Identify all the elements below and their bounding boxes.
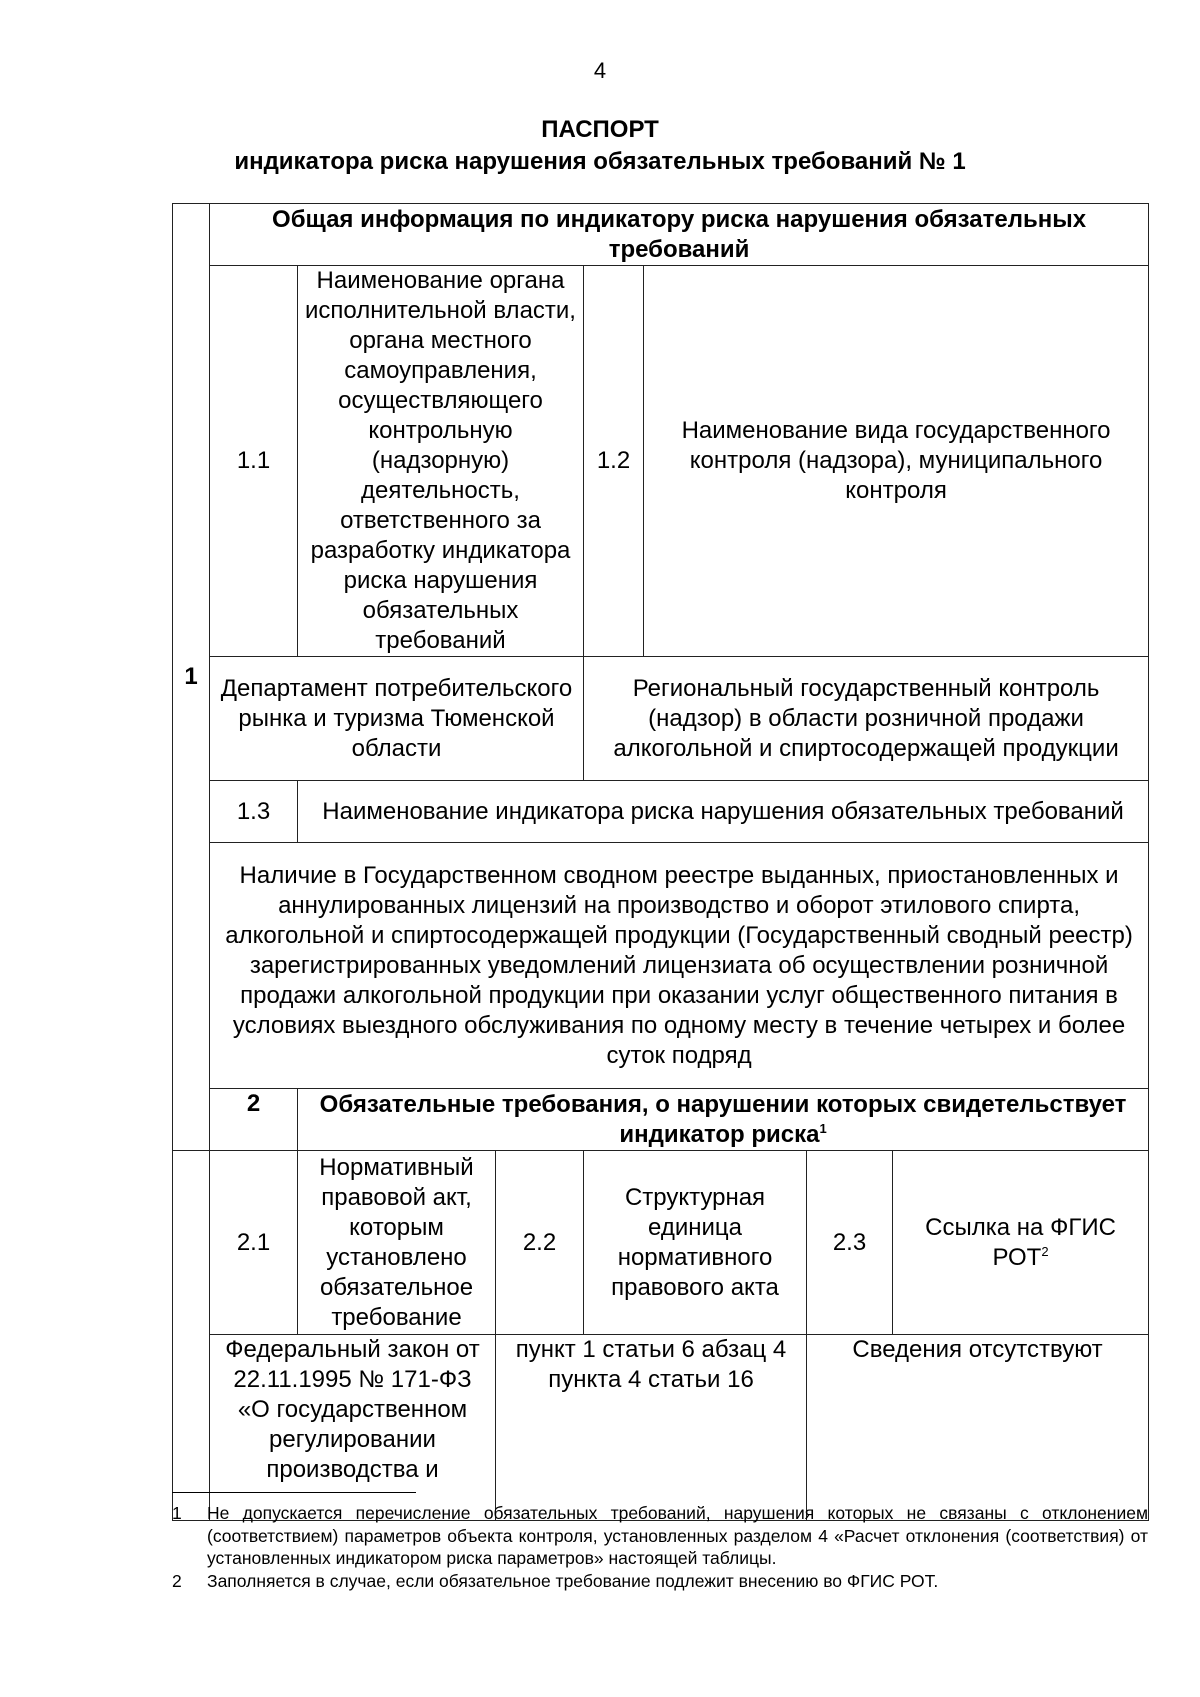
field-2-3-value: Сведения отсутствуют — [807, 1335, 1149, 1521]
footnote-ref-2: 2 — [1041, 1243, 1049, 1259]
footnote-separator — [172, 1492, 416, 1493]
fields-1-1-1-2-value-row — [173, 657, 1149, 781]
field-2-3-number: 2.3 — [807, 1151, 893, 1335]
fields-2-label-row — [173, 1151, 1149, 1335]
section-2-heading-row — [173, 1089, 1149, 1151]
footnote-ref-1: 1 — [819, 1120, 827, 1136]
field-1-3-label: Наименование индикатора риска нарушения обязательных требований — [298, 781, 1149, 843]
field-1-3-value: Наличие в Государственном сводном реестре выданных, приостановленных и аннулированных лицензий на производство и оборот этилового спирта, алкогольной и спиртосодержащей продукции (Государственный сводный реестр) зарегистрированных уведомлений лицензиата об осуществлении розничной продажи алкогольной продукции при оказании услуг общественного питания в условиях выездного обслуживания по одному месту в течение четырех и более суток подряд — [210, 843, 1149, 1089]
field-1-3-value-row — [173, 843, 1149, 1089]
footnote-2-text: Заполняется в случае, если обязательное требование подлежит внесению во ФГИС РОТ. — [207, 1570, 939, 1591]
field-2-3-label — [893, 1151, 1149, 1335]
section-1-heading-row — [173, 204, 1149, 266]
field-1-2-number: 1.2 — [584, 266, 644, 657]
footnote-2 — [172, 1570, 1148, 1593]
field-2-1-value: Федеральный закон от 22.11.1995 № 171-ФЗ «О государственном регулировании производства и — [210, 1335, 496, 1521]
section-1-heading: Общая информация по индикатору риска нарушения обязательных требований — [210, 204, 1149, 266]
field-2-2-number: 2.2 — [496, 1151, 584, 1335]
footnote-1 — [172, 1502, 1148, 1570]
title-line-1: ПАСПОРТ — [541, 116, 659, 143]
field-2-2-value: пункт 1 статьи 6 абзац 4 пункта 4 статьи 16 — [496, 1335, 807, 1521]
section-2-number-cell: 2 — [210, 1089, 298, 1151]
field-1-1-number: 1.1 — [210, 266, 298, 657]
field-1-2-label: Наименование вида государственного контроля (надзора), муниципального контроля — [644, 266, 1149, 657]
page-number: 4 — [593, 58, 607, 83]
document-title — [0, 114, 1200, 178]
field-1-3-label-row — [173, 781, 1149, 843]
footnote-1-text: Не допускается перечисление обязательных требований, нарушения которых не связаны с отклонением (соответствием) параметров объекта контроля, установленных разделом 4 «Расчет отклонения (соответствия) от установленных индикатором риска параметров» настоящей таблицы. — [207, 1503, 1148, 1568]
footnotes — [172, 1502, 1148, 1592]
field-1-2-value: Региональный государственный контроль (надзор) в области розничной продажи алкогольной и спиртосодержащей продукции — [584, 657, 1149, 781]
field-2-2-label: Структурная единица нормативного правового акта — [584, 1151, 807, 1335]
field-1-1-value: Департамент потребительского рынка и туризма Тюменской области — [210, 657, 584, 781]
section-2-heading — [298, 1089, 1149, 1151]
field-2-1-label: Нормативный правовой акт, которым установлено обязательное требование — [298, 1151, 496, 1335]
section-2-heading-text: Обязательные требования, о нарушении которых свидетельствует индикатор риска — [319, 1090, 1127, 1148]
footnote-2-number: 2 — [172, 1570, 182, 1591]
field-2-1-number: 2.1 — [210, 1151, 298, 1335]
footnote-1-number: 1 — [172, 1503, 182, 1523]
section-1-number: 1 — [173, 204, 210, 1151]
fields-1-1-1-2-label-row — [173, 266, 1149, 657]
section-2-number — [173, 1151, 210, 1521]
field-1-3-number: 1.3 — [210, 781, 298, 843]
field-2-3-label-text: Ссылка на ФГИС РОТ — [925, 1213, 1116, 1271]
title-line-2: индикатора риска нарушения обязательных требований № 1 — [234, 148, 966, 175]
passport-table — [172, 203, 1149, 1521]
field-1-1-label: Наименование органа исполнительной власти, органа местного самоуправления, осуществляющего контрольную (надзорную) деятельность, ответственного за разработку индикатора риска нарушения обязательных требований — [298, 266, 584, 657]
